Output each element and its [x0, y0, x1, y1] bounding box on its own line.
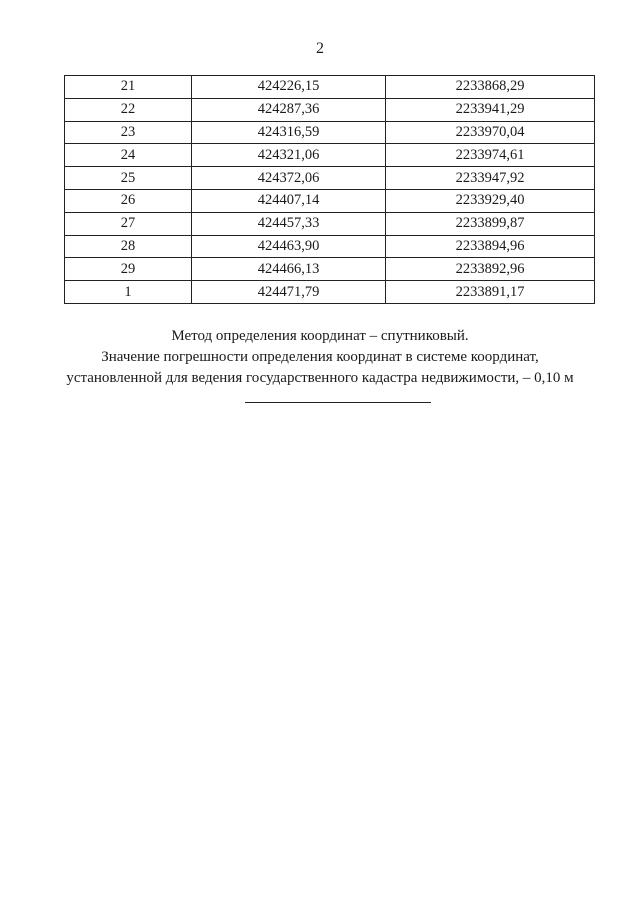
separator-line	[245, 402, 431, 403]
y-coordinate-cell: 2233891,17	[386, 281, 595, 304]
y-coordinate-cell: 2233970,04	[386, 121, 595, 144]
table-row	[65, 121, 595, 144]
x-coordinate-cell: 424457,33	[192, 212, 386, 235]
point-number-cell: 27	[65, 212, 192, 235]
table-row	[65, 212, 595, 235]
point-number-cell: 28	[65, 235, 192, 258]
method-note: Метод определения координат – спутниковый.	[171, 328, 469, 344]
y-coordinate-cell: 2233929,40	[386, 189, 595, 212]
y-coordinate-cell: 2233974,61	[386, 144, 595, 167]
table-row	[65, 235, 595, 258]
point-number-cell: 29	[65, 258, 192, 281]
table-row	[65, 167, 595, 190]
point-number-cell: 21	[65, 76, 192, 99]
y-coordinate-cell: 2233868,29	[386, 76, 595, 99]
y-coordinate-cell: 2233947,92	[386, 167, 595, 190]
y-coordinate-cell: 2233892,96	[386, 258, 595, 281]
x-coordinate-cell: 424226,15	[192, 76, 386, 99]
y-coordinate-cell: 2233899,87	[386, 212, 595, 235]
x-coordinate-cell: 424466,13	[192, 258, 386, 281]
table-row	[65, 281, 595, 304]
accuracy-note-line1: Значение погрешности определения координат в системе координат,	[101, 349, 539, 365]
x-coordinate-cell: 424372,06	[192, 167, 386, 190]
x-coordinate-cell: 424321,06	[192, 144, 386, 167]
point-number-cell: 22	[65, 98, 192, 121]
table-row	[65, 98, 595, 121]
y-coordinate-cell: 2233894,96	[386, 235, 595, 258]
point-number-cell: 25	[65, 167, 192, 190]
accuracy-note-line2: установленной для ведения государственного кадастра недвижимости, – 0,10 м	[66, 370, 574, 386]
coordinates-table	[64, 75, 595, 304]
point-number-cell: 24	[65, 144, 192, 167]
table-row	[65, 144, 595, 167]
notes-block	[0, 326, 640, 389]
x-coordinate-cell: 424471,79	[192, 281, 386, 304]
y-coordinate-cell: 2233941,29	[386, 98, 595, 121]
page-number: 2	[316, 40, 324, 57]
point-number-cell: 23	[65, 121, 192, 144]
x-coordinate-cell: 424407,14	[192, 189, 386, 212]
x-coordinate-cell: 424463,90	[192, 235, 386, 258]
table-row	[65, 76, 595, 99]
table-row	[65, 189, 595, 212]
table-row	[65, 258, 595, 281]
point-number-cell: 1	[65, 281, 192, 304]
x-coordinate-cell: 424287,36	[192, 98, 386, 121]
point-number-cell: 26	[65, 189, 192, 212]
x-coordinate-cell: 424316,59	[192, 121, 386, 144]
